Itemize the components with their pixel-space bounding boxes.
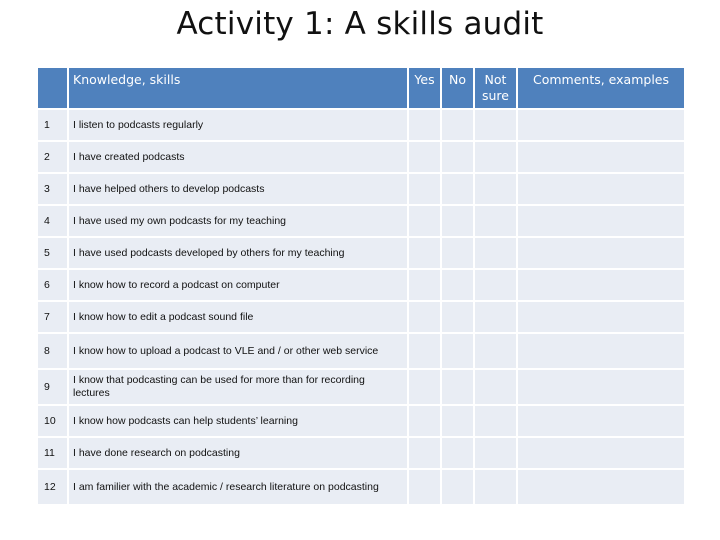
table-row	[38, 174, 684, 204]
yes-cell[interactable]	[409, 406, 440, 436]
yes-cell[interactable]	[409, 238, 440, 268]
yes-cell[interactable]	[409, 206, 440, 236]
comments-cell[interactable]	[518, 470, 684, 504]
yes-cell[interactable]	[409, 470, 440, 504]
no-cell[interactable]	[442, 206, 473, 236]
not-sure-cell[interactable]	[475, 174, 516, 204]
row-statement: I have used my own podcasts for my teaching	[69, 206, 407, 236]
not-sure-cell[interactable]	[475, 438, 516, 468]
comments-cell[interactable]	[518, 142, 684, 172]
not-sure-cell[interactable]	[475, 302, 516, 332]
not-sure-cell[interactable]	[475, 206, 516, 236]
not-sure-cell[interactable]	[475, 270, 516, 300]
row-statement: I have used podcasts developed by others for my teaching	[69, 238, 407, 268]
row-number: 12	[38, 470, 67, 504]
header-not-sure: Not sure	[475, 68, 516, 108]
not-sure-cell[interactable]	[475, 142, 516, 172]
row-number: 6	[38, 270, 67, 300]
not-sure-cell[interactable]	[475, 470, 516, 504]
comments-cell[interactable]	[518, 334, 684, 368]
no-cell[interactable]	[442, 238, 473, 268]
not-sure-cell[interactable]	[475, 110, 516, 140]
no-cell[interactable]	[442, 302, 473, 332]
row-number: 4	[38, 206, 67, 236]
not-sure-cell[interactable]	[475, 238, 516, 268]
header-yes: Yes	[409, 68, 440, 108]
no-cell[interactable]	[442, 174, 473, 204]
table-row	[38, 370, 684, 404]
comments-cell[interactable]	[518, 438, 684, 468]
row-statement: I have created podcasts	[69, 142, 407, 172]
header-comments-examples: Comments, examples	[518, 68, 684, 108]
table-row	[38, 302, 684, 332]
not-sure-cell[interactable]	[475, 370, 516, 404]
no-cell[interactable]	[442, 406, 473, 436]
comments-cell[interactable]	[518, 270, 684, 300]
row-statement: I know how to upload a podcast to VLE and / or other web service	[69, 334, 407, 368]
yes-cell[interactable]	[409, 110, 440, 140]
yes-cell[interactable]	[409, 174, 440, 204]
row-statement: I have done research on podcasting	[69, 438, 407, 468]
row-number: 11	[38, 438, 67, 468]
table-row	[38, 334, 684, 368]
row-statement: I listen to podcasts regularly	[69, 110, 407, 140]
no-cell[interactable]	[442, 334, 473, 368]
row-statement: I know that podcasting can be used for more than for recording lectures	[69, 370, 407, 404]
comments-cell[interactable]	[518, 302, 684, 332]
row-number: 3	[38, 174, 67, 204]
row-number: 1	[38, 110, 67, 140]
row-statement: I know how to edit a podcast sound file	[69, 302, 407, 332]
table-row	[38, 110, 684, 140]
skills-audit-table	[36, 66, 686, 506]
no-cell[interactable]	[442, 370, 473, 404]
no-cell[interactable]	[442, 270, 473, 300]
comments-cell[interactable]	[518, 370, 684, 404]
table-row	[38, 406, 684, 436]
yes-cell[interactable]	[409, 270, 440, 300]
not-sure-cell[interactable]	[475, 406, 516, 436]
comments-cell[interactable]	[518, 174, 684, 204]
table-header-row	[38, 68, 684, 108]
header-no: No	[442, 68, 473, 108]
no-cell[interactable]	[442, 110, 473, 140]
row-number: 9	[38, 370, 67, 404]
table-row	[38, 270, 684, 300]
table-row	[38, 142, 684, 172]
yes-cell[interactable]	[409, 370, 440, 404]
table-row	[38, 438, 684, 468]
table-row	[38, 470, 684, 504]
row-number: 10	[38, 406, 67, 436]
slide-title: Activity 1: A skills audit	[176, 6, 544, 42]
comments-cell[interactable]	[518, 406, 684, 436]
table-row	[38, 238, 684, 268]
no-cell[interactable]	[442, 470, 473, 504]
comments-cell[interactable]	[518, 206, 684, 236]
row-number: 5	[38, 238, 67, 268]
table-row	[38, 206, 684, 236]
row-statement: I have helped others to develop podcasts	[69, 174, 407, 204]
row-statement: I know how podcasts can help students’ learning	[69, 406, 407, 436]
header-number	[38, 68, 67, 108]
yes-cell[interactable]	[409, 334, 440, 368]
comments-cell[interactable]	[518, 110, 684, 140]
row-number: 2	[38, 142, 67, 172]
header-knowledge-skills: Knowledge, skills	[69, 68, 407, 108]
row-number: 7	[38, 302, 67, 332]
row-number: 8	[38, 334, 67, 368]
comments-cell[interactable]	[518, 238, 684, 268]
not-sure-cell[interactable]	[475, 334, 516, 368]
yes-cell[interactable]	[409, 438, 440, 468]
row-statement: I am familier with the academic / research literature on podcasting	[69, 470, 407, 504]
yes-cell[interactable]	[409, 142, 440, 172]
no-cell[interactable]	[442, 438, 473, 468]
yes-cell[interactable]	[409, 302, 440, 332]
no-cell[interactable]	[442, 142, 473, 172]
row-statement: I know how to record a podcast on computer	[69, 270, 407, 300]
